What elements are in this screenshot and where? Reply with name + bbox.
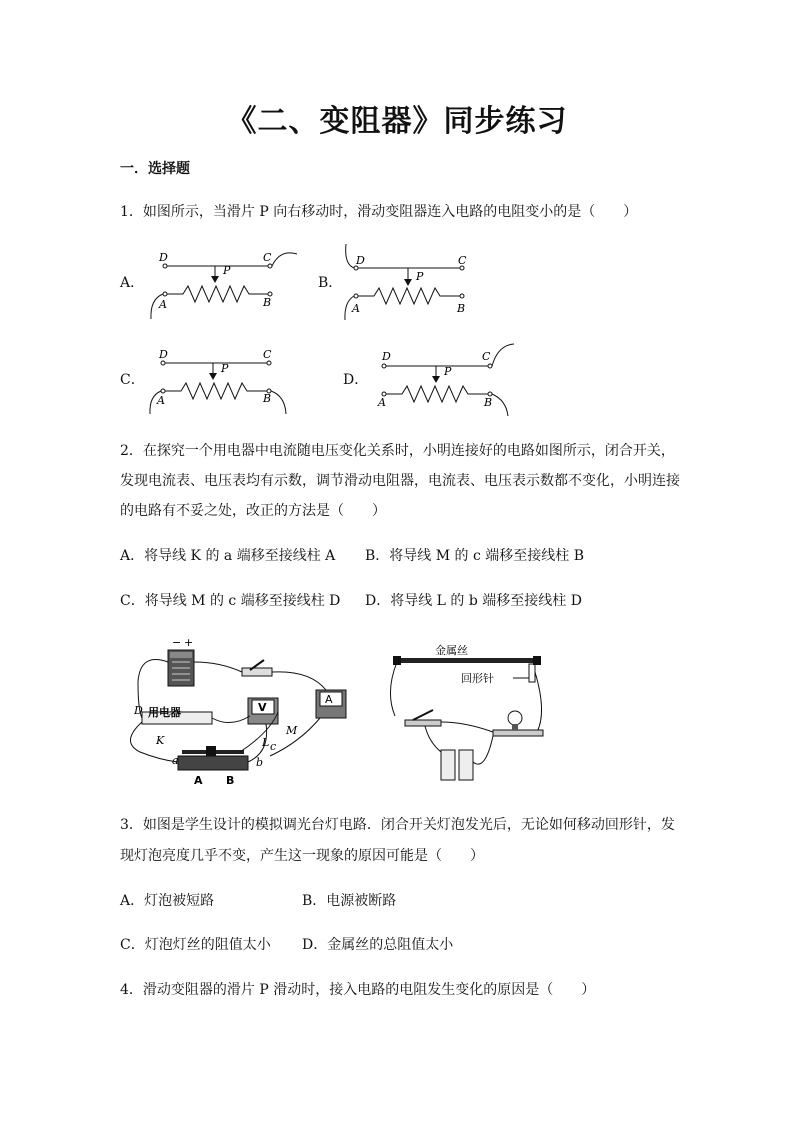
question-2-line-1: 2．在探究一个用电器中电流随电压变化关系时，小明连接好的电路如图所示，闭合开关， <box>120 443 675 459</box>
q3-dimmer-figure <box>385 632 555 787</box>
page-title: 《二、变阻器》同步练习 <box>226 104 568 139</box>
q1-option-a-label: A． <box>120 275 145 291</box>
svg-text:A: A <box>325 693 333 706</box>
label-a: A <box>159 298 167 311</box>
question-3-line-2: 现灯泡亮度几乎不变，产生这一现象的原因可能是（ ） <box>120 848 484 864</box>
svg-text:c: c <box>270 740 277 753</box>
q3-option-a: A．灯泡被短路 <box>120 893 215 909</box>
label-b: B <box>263 296 272 309</box>
svg-text:C: C <box>263 348 272 361</box>
svg-text:D: D <box>159 348 168 361</box>
svg-text:D: D <box>356 254 365 267</box>
q2-option-c: C．将导线 M 的 c 端移至接线柱 D <box>120 593 341 609</box>
svg-text:K: K <box>156 734 165 747</box>
svg-text:A: A <box>352 302 360 315</box>
label-p: P <box>223 264 231 277</box>
svg-text:A: A <box>194 774 203 787</box>
q2-option-d: D．将导线 L 的 b 端移至接线柱 D <box>365 593 582 609</box>
q1-option-d-label: D． <box>343 372 369 388</box>
question-4-text: 4．滑动变阻器的滑片 P 滑动时，接入电路的电阻发生变化的原因是（ ） <box>120 982 596 998</box>
q1-option-a-circuit <box>145 244 305 324</box>
svg-text:B: B <box>263 392 272 405</box>
svg-text:B: B <box>484 396 493 409</box>
q1-option-c-label: C． <box>120 372 145 388</box>
svg-text:P: P <box>416 270 424 283</box>
q2-option-a: A．将导线 K 的 a 端移至接线柱 A <box>120 548 336 564</box>
svg-text:M: M <box>286 724 298 737</box>
q3-option-d: D．金属丝的总阻值太小 <box>302 937 454 953</box>
svg-text:P: P <box>444 365 452 378</box>
svg-text:+: + <box>184 636 194 649</box>
svg-text:D: D <box>134 704 143 717</box>
section-heading: 一．选择题 <box>120 161 190 177</box>
svg-text:V: V <box>258 701 267 714</box>
svg-text:b: b <box>256 756 264 769</box>
q1-option-c-circuit <box>145 340 305 420</box>
q1-option-b-circuit <box>340 244 480 324</box>
q2-option-b: B．将导线 M 的 c 端移至接线柱 B <box>365 548 585 564</box>
q1-option-b-label: B． <box>318 275 343 291</box>
svg-text:D: D <box>382 350 391 363</box>
label-c: C <box>263 251 272 264</box>
svg-text:L: L <box>262 736 270 749</box>
question-3-line-1: 3．如图是学生设计的模拟调光台灯电路．闭合开关灯泡发光后，无论如何移动回形针，发 <box>120 817 675 833</box>
svg-text:B: B <box>457 302 466 315</box>
question-2-line-2: 发现电流表、电压表均有示数，调节滑动电阻器，电流表、电压表示数都不变化，小明连接 <box>120 473 680 489</box>
q3-option-c: C．灯泡灯丝的阻值太小 <box>120 937 271 953</box>
label-d: D <box>159 251 168 264</box>
question-1-text: 1．如图所示，当滑片 P 向右移动时，滑动变阻器连入电路的电阻变小的是（ ） <box>120 204 638 220</box>
q3-option-b: B．电源被断路 <box>302 893 397 909</box>
q2-circuit-photo <box>120 632 360 792</box>
svg-text:A: A <box>157 394 165 407</box>
label-paper-clip: 回形针 <box>461 672 494 685</box>
svg-text:P: P <box>221 362 229 375</box>
question-2-line-3: 的电路有不妥之处，改正的方法是（ ） <box>120 503 386 519</box>
svg-text:A: A <box>378 396 386 409</box>
svg-text:C: C <box>458 254 467 267</box>
label-metal-wire: 金属丝 <box>435 644 468 657</box>
svg-text:C: C <box>482 350 491 363</box>
svg-text:B: B <box>226 774 235 787</box>
svg-text:a: a <box>172 754 179 767</box>
q1-option-d-circuit <box>368 340 518 420</box>
svg-text:用电器: 用电器 <box>148 706 181 719</box>
svg-text:−: − <box>172 636 182 649</box>
